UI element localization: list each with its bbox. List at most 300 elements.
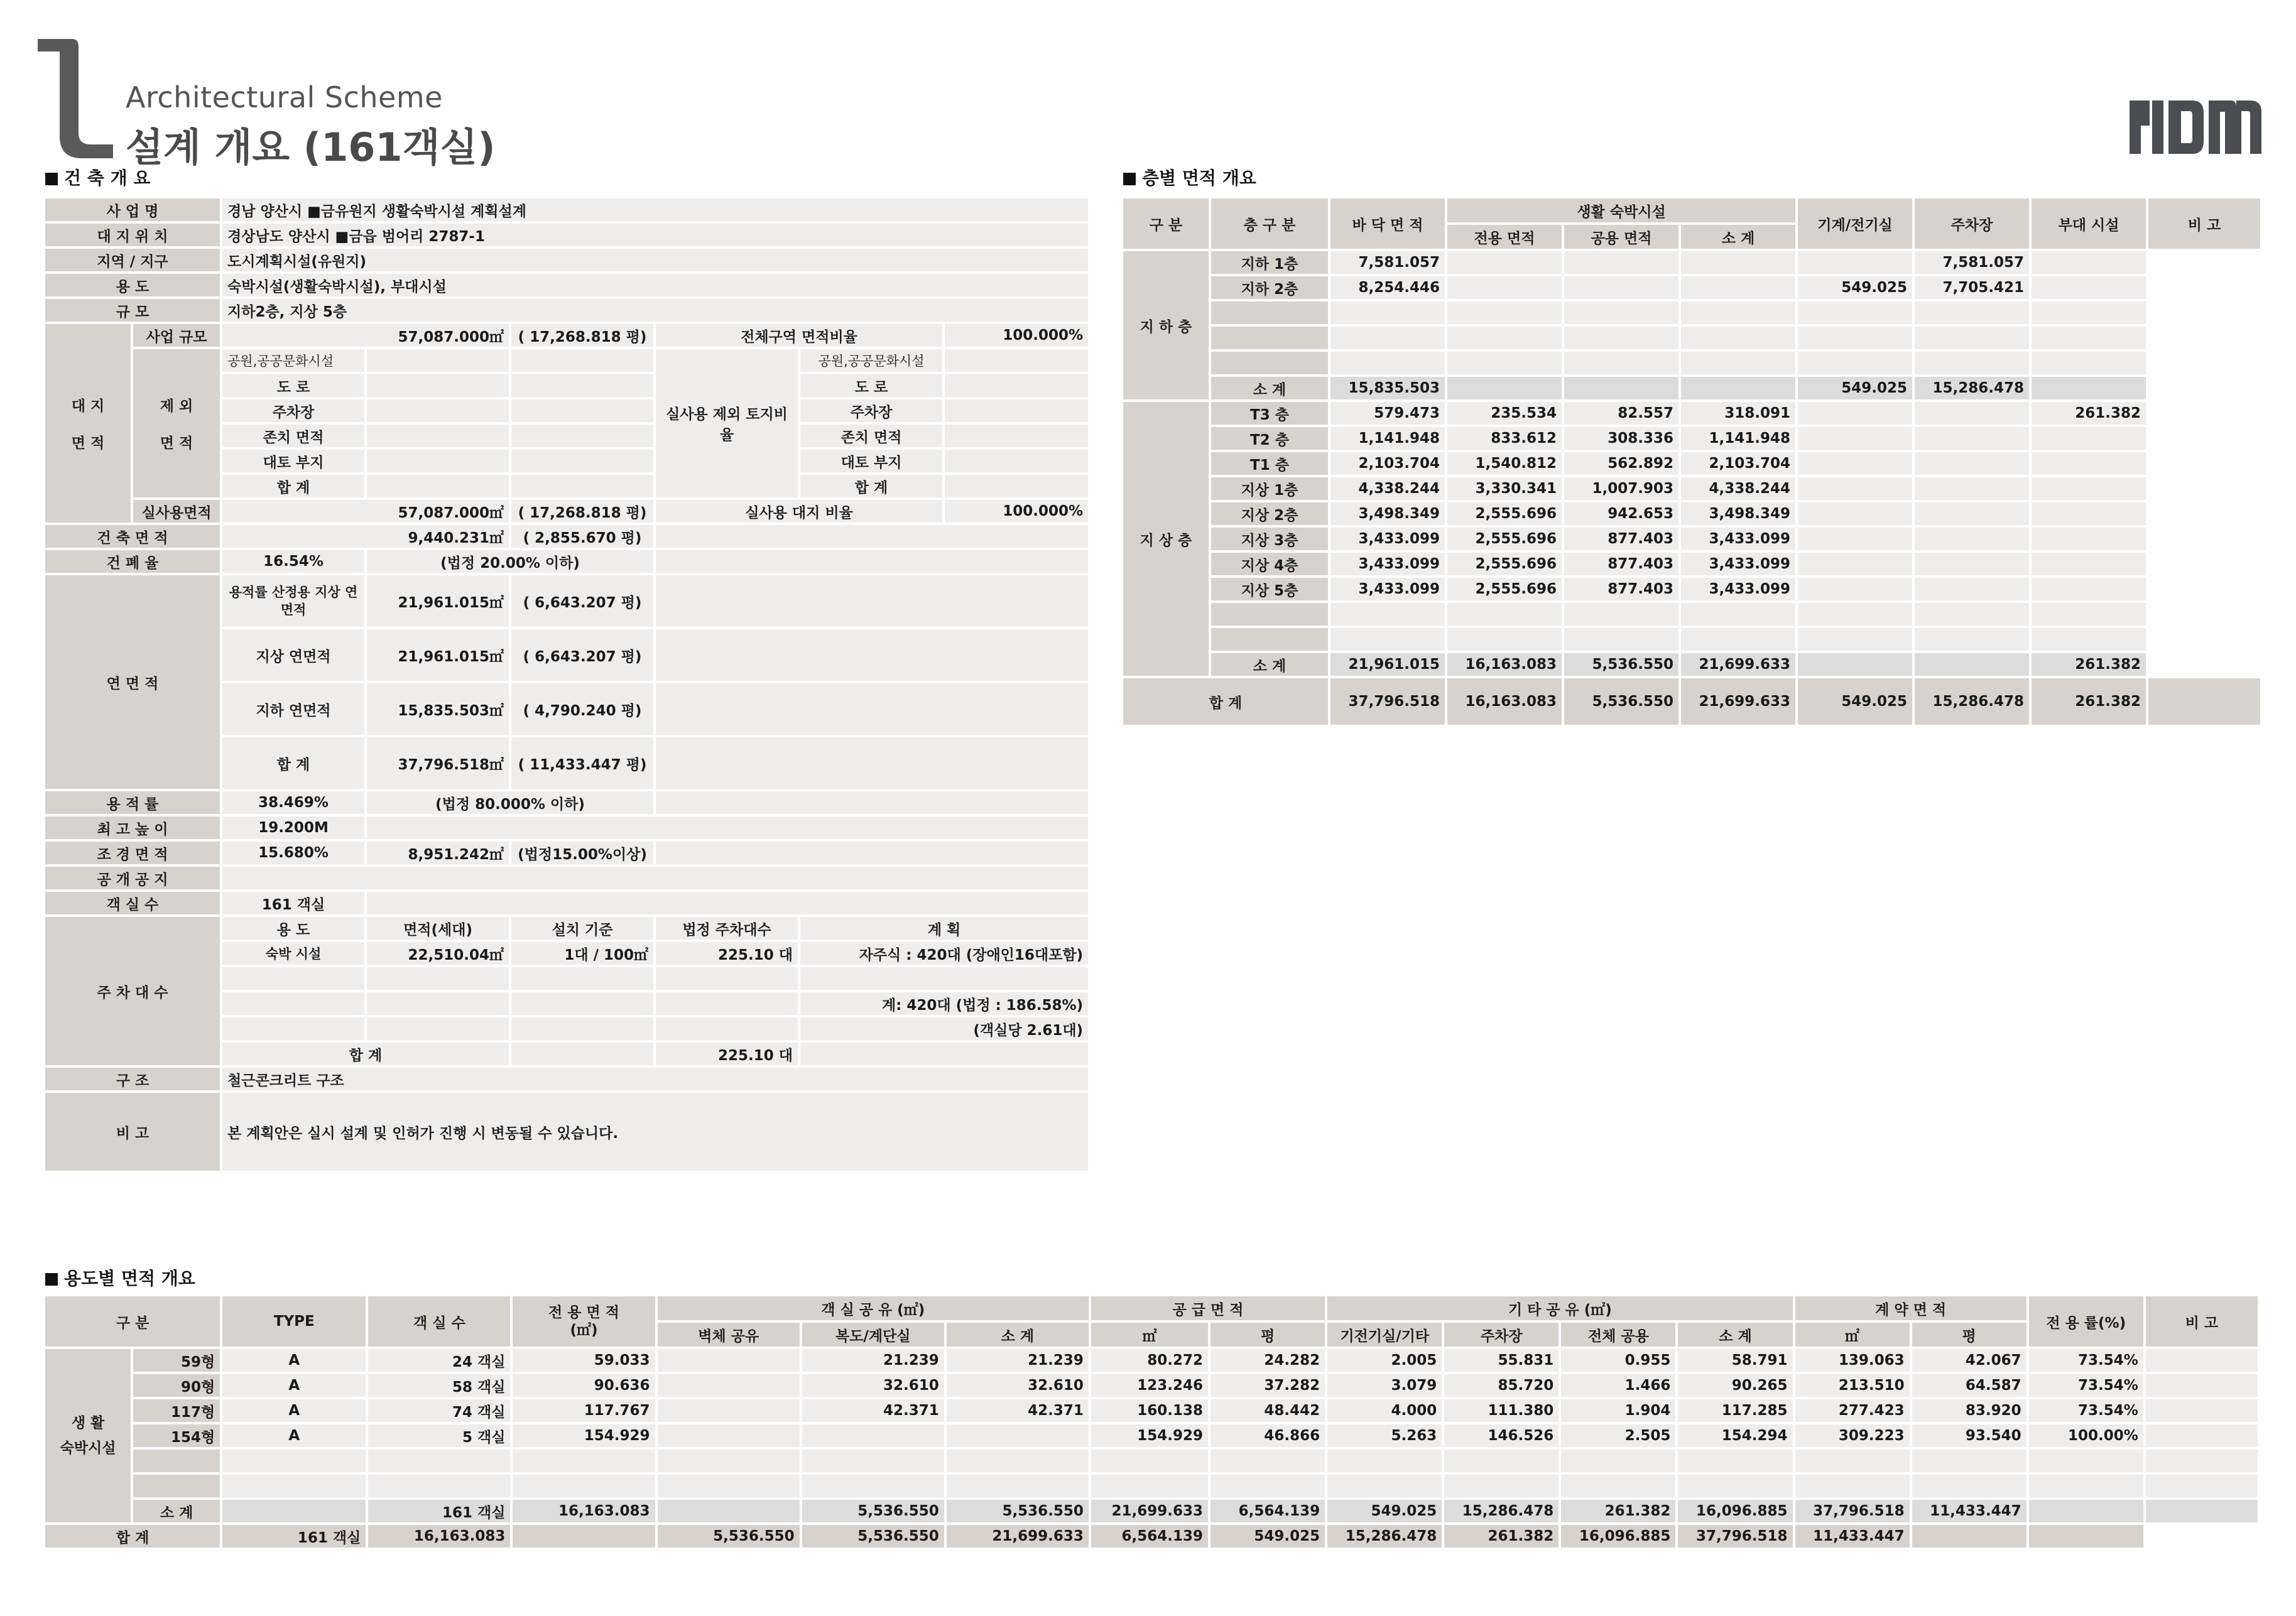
table-cell: 공원,공공문화시설 <box>799 348 944 373</box>
floor-row <box>1122 275 2261 300</box>
table-cell: 21,699.633 <box>1680 652 1797 677</box>
table-cell: ㎡ <box>1090 1321 1209 1348</box>
table-cell: (법정15.00%이상) <box>510 840 655 865</box>
row-building-area <box>44 524 1089 549</box>
table-cell: 83.920 <box>1911 1398 2028 1423</box>
table-cell: 42.371 <box>945 1398 1090 1423</box>
table-cell <box>366 423 510 448</box>
table-cell <box>510 966 655 991</box>
table-cell: 21,699.633 <box>1680 677 1797 726</box>
table-cell: 5 객실 <box>367 1423 511 1448</box>
table-cell: 37,796.518 <box>1329 677 1446 726</box>
table-cell: 지 상 층 <box>1122 401 1210 677</box>
table-cell <box>655 549 1089 574</box>
table-cell: 실사용면적 <box>132 499 221 524</box>
table-cell <box>801 1448 945 1473</box>
table-cell: 154형 <box>132 1423 221 1448</box>
table-cell: 전 용 률(%) <box>2028 1295 2145 1348</box>
table-cell <box>1446 325 1563 350</box>
table-cell <box>1680 250 1797 275</box>
table-cell <box>1446 250 1563 275</box>
row-coverage <box>44 549 1089 574</box>
table-cell: 복도/계단실 <box>801 1321 945 1348</box>
table-cell: (법정 20.00% 이하) <box>366 549 655 574</box>
table-cell <box>1680 275 1797 300</box>
table-cell <box>221 1473 367 1499</box>
table-cell: 조 경 면 적 <box>44 840 221 865</box>
table-cell <box>944 474 1089 499</box>
table-cell <box>1329 300 1446 325</box>
table-cell <box>945 1448 1090 1473</box>
table-cell: 57,087.000㎡ <box>221 323 510 348</box>
table-cell: ( 4,790.240 평) <box>510 682 655 736</box>
table-cell: 37,796.518 <box>1794 1499 1911 1524</box>
table-cell: 55.831 <box>1443 1348 1560 1373</box>
row-height <box>44 815 1089 840</box>
table-cell: 공 개 공 지 <box>44 865 221 891</box>
table-cell <box>366 348 510 373</box>
table-cell: 111.380 <box>1443 1398 1560 1423</box>
table-cell: 설치 기준 <box>510 916 655 941</box>
table-cell: 21,699.633 <box>945 1524 1090 1549</box>
table-cell <box>1210 350 1329 376</box>
table-cell <box>1913 501 2030 526</box>
table-cell <box>1797 325 1913 350</box>
table-cell <box>1329 627 1446 652</box>
table-cell: 8,951.242㎡ <box>366 840 510 865</box>
table-cell <box>656 1499 801 1524</box>
table-cell <box>510 1041 655 1066</box>
table-cell <box>1563 275 1680 300</box>
table-cell: 213.510 <box>1794 1373 1911 1398</box>
table-cell: TYPE <box>221 1295 367 1348</box>
table-cell: 지하 1층 <box>1210 250 1329 275</box>
table-cell: 4,338.244 <box>1329 476 1446 501</box>
table-cell: 생활 숙박시설 <box>1446 197 1797 224</box>
table-cell <box>1443 1473 1560 1499</box>
table-cell <box>367 1473 511 1499</box>
table-cell: 객 실 수 <box>367 1295 511 1348</box>
table-cell <box>2030 426 2147 451</box>
table-cell: 19.200M <box>221 815 366 840</box>
table-cell: 5,536.550 <box>1563 652 1680 677</box>
table-cell <box>1560 1448 1677 1473</box>
table-cell: 3,330.341 <box>1446 476 1563 501</box>
table-cell <box>2145 1423 2259 1448</box>
table-cell <box>367 1448 511 1473</box>
table-cell <box>1797 350 1913 376</box>
table-cell: 22,510.04㎡ <box>366 941 510 966</box>
floor-area-table <box>1121 196 2263 727</box>
table-cell <box>2145 1373 2259 1398</box>
floor-row <box>1122 652 2261 677</box>
table-cell: 42.067 <box>1911 1348 2028 1373</box>
table-cell <box>1794 1448 1911 1473</box>
title-english: Architectural Scheme <box>126 80 443 114</box>
table-cell: 비 고 <box>2145 1295 2259 1348</box>
row-real-area <box>44 499 1089 524</box>
table-cell <box>1326 1448 1443 1473</box>
table-cell: 1,007.903 <box>1563 476 1680 501</box>
table-cell: 계 획 <box>799 916 1089 941</box>
usage-row <box>44 1348 2259 1373</box>
table-cell: 숙박시설(생활숙박시설), 부대시설 <box>221 273 1089 298</box>
usage-row <box>44 1373 2259 1398</box>
table-cell <box>2030 325 2147 350</box>
table-cell <box>1329 602 1446 627</box>
table-cell: 계: 420대 (법정 : 186.58%) <box>799 991 1089 1016</box>
table-cell <box>366 398 510 423</box>
table-cell: 5,536.550 <box>801 1499 945 1524</box>
table-cell <box>1677 1473 1793 1499</box>
table-cell: 철근콘크리트 구조 <box>221 1066 1089 1092</box>
table-cell: 7,581.057 <box>1329 250 1446 275</box>
table-cell: 16,163.083 <box>367 1524 511 1549</box>
table-cell <box>1560 1473 1677 1499</box>
table-cell: 주차장 <box>221 398 366 423</box>
table-cell: 123.246 <box>1090 1373 1209 1398</box>
table-cell: 존치 면적 <box>221 423 366 448</box>
table-cell <box>366 991 510 1016</box>
table-cell: 2,555.696 <box>1446 577 1563 602</box>
floor-row <box>1122 501 2261 526</box>
table-cell: 1,141.948 <box>1680 426 1797 451</box>
table-cell: 용적률 산정용 지상 연면적 <box>221 574 366 628</box>
table-cell: 3,433.099 <box>1680 577 1797 602</box>
table-cell <box>510 1016 655 1041</box>
table-cell <box>1797 652 1913 677</box>
section-usage-area: 용도별 면적 개요 <box>45 1265 195 1290</box>
table-cell <box>1797 250 1913 275</box>
table-cell: A <box>221 1398 367 1423</box>
table-cell: 합 계 <box>221 474 366 499</box>
table-cell <box>801 1473 945 1499</box>
table-cell: 11,433.447 <box>1794 1524 1911 1549</box>
table-cell <box>655 991 799 1016</box>
table-cell: 기 타 공 유 (㎡) <box>1326 1295 1793 1321</box>
table-cell: 공 급 면 적 <box>1090 1295 1326 1321</box>
table-cell: 구 분 <box>44 1295 221 1348</box>
table-cell: 대 지 면 적 <box>44 323 132 524</box>
table-cell <box>944 423 1089 448</box>
table-cell: 261.382 <box>2030 677 2147 726</box>
table-cell: 대토 부지 <box>221 448 366 474</box>
table-cell: 9,440.231㎡ <box>221 524 510 549</box>
table-cell: 90.636 <box>511 1373 656 1398</box>
table-cell <box>1913 551 2030 577</box>
table-cell <box>2030 526 2147 551</box>
table-cell <box>366 1016 510 1041</box>
row-landscape <box>44 840 1089 865</box>
table-cell: A <box>221 1423 367 1448</box>
table-cell <box>2028 1499 2145 1524</box>
table-cell <box>2030 451 2147 476</box>
table-cell: 지하 2층 <box>1210 275 1329 300</box>
table-cell: 사업 규모 <box>132 323 221 348</box>
table-cell: 37,796.518㎡ <box>366 736 510 790</box>
table-cell: 7,581.057 <box>1913 250 2030 275</box>
floor-row <box>1122 451 2261 476</box>
table-cell: 877.403 <box>1563 551 1680 577</box>
table-cell: 2,555.696 <box>1446 551 1563 577</box>
table-cell: 161 객실 <box>221 891 366 916</box>
table-cell <box>511 1473 656 1499</box>
table-cell: 본 계획안은 실시 설계 및 인허가 진행 시 변동될 수 있습니다. <box>221 1092 1089 1172</box>
table-cell: 소 계 <box>945 1321 1090 1348</box>
table-cell: 합 계 <box>799 474 944 499</box>
table-cell: 90형 <box>132 1373 221 1398</box>
table-cell <box>655 840 1089 865</box>
table-cell <box>1913 526 2030 551</box>
table-cell <box>1210 300 1329 325</box>
corner-bracket-logo <box>38 39 113 158</box>
table-cell: 최 고 높 이 <box>44 815 221 840</box>
table-cell: 309.223 <box>1794 1423 1911 1448</box>
table-cell: 32.610 <box>945 1373 1090 1398</box>
table-cell: 벽체 공유 <box>656 1321 801 1348</box>
table-cell: 100.000% <box>944 323 1089 348</box>
table-cell: 바 닥 면 적 <box>1329 197 1446 250</box>
table-cell: 경상남도 양산시 ■금읍 범어리 2787-1 <box>221 222 1089 247</box>
table-cell <box>655 524 1089 549</box>
table-cell: 16,096.885 <box>1677 1499 1793 1524</box>
table-cell: 연 면 적 <box>44 574 221 790</box>
table-cell <box>1797 551 1913 577</box>
table-cell: 15,286.478 <box>1443 1499 1560 1524</box>
table-cell: 261.382 <box>2030 652 2147 677</box>
table-cell <box>1913 627 2030 652</box>
table-cell: 21,699.633 <box>1090 1499 1209 1524</box>
row-open-space <box>44 865 1089 891</box>
table-cell <box>510 398 655 423</box>
table-cell: 3,433.099 <box>1329 526 1446 551</box>
table-cell: 7,705.421 <box>1913 275 2030 300</box>
table-cell: 건 폐 율 <box>44 549 221 574</box>
table-cell <box>510 448 655 474</box>
table-cell: 117형 <box>132 1398 221 1423</box>
usage-total-row <box>44 1524 2259 1549</box>
table-cell <box>1913 300 2030 325</box>
table-cell <box>1797 627 1913 652</box>
table-cell: 58 객실 <box>367 1373 511 1398</box>
table-cell <box>2030 275 2147 300</box>
table-cell: 154.929 <box>511 1423 656 1448</box>
row-rooms <box>44 891 1089 916</box>
table-cell: 38.469% <box>221 790 366 815</box>
table-cell: 경남 양산시 ■금유원지 생활숙박시설 계획설계 <box>221 197 1089 222</box>
table-cell: 공원,공공문화시설 <box>221 348 366 373</box>
table-cell: 소 계 <box>1210 652 1329 677</box>
table-cell: 579.473 <box>1329 401 1446 426</box>
table-cell: 실사용 제외 토지비율 <box>655 348 799 499</box>
table-cell: 877.403 <box>1563 577 1680 602</box>
table-cell <box>1913 476 2030 501</box>
table-cell <box>2145 1398 2259 1423</box>
table-cell <box>944 348 1089 373</box>
table-cell <box>221 1448 367 1473</box>
table-cell <box>944 448 1089 474</box>
table-cell: 비 고 <box>2147 197 2261 250</box>
row-parking-head <box>44 916 1089 941</box>
table-cell <box>1680 602 1797 627</box>
table-cell: 지하2층, 지상 5층 <box>221 298 1089 323</box>
table-cell: 318.091 <box>1680 401 1797 426</box>
table-cell: 277.423 <box>1794 1398 1911 1423</box>
table-cell: 2,555.696 <box>1446 501 1563 526</box>
table-cell: 32.610 <box>801 1373 945 1398</box>
table-cell: 160.138 <box>1090 1398 1209 1423</box>
table-cell: 용 도 <box>221 916 366 941</box>
table-cell: T2 층 <box>1210 426 1329 451</box>
table-cell <box>2030 350 2147 376</box>
table-cell <box>366 448 510 474</box>
table-cell <box>1680 627 1797 652</box>
floor-row <box>1122 325 2261 350</box>
table-cell: ( 17,268.818 평) <box>510 323 655 348</box>
table-cell: ( 6,643.207 평) <box>510 628 655 682</box>
table-cell <box>1797 476 1913 501</box>
table-cell <box>655 790 1089 815</box>
table-cell <box>2030 551 2147 577</box>
table-cell <box>1210 325 1329 350</box>
table-cell <box>221 991 366 1016</box>
table-cell: 주차장 <box>1443 1321 1560 1348</box>
table-cell <box>1090 1473 1209 1499</box>
table-cell: 549.025 <box>1797 677 1913 726</box>
table-cell <box>1797 577 1913 602</box>
table-cell: 도 로 <box>221 373 366 398</box>
table-cell: 지상 연면적 <box>221 628 366 682</box>
table-cell <box>655 574 1089 628</box>
table-cell <box>1210 602 1329 627</box>
table-cell <box>221 1016 366 1041</box>
table-cell: 261.382 <box>1443 1524 1560 1549</box>
table-cell: 2,103.704 <box>1680 451 1797 476</box>
table-cell: 지상 5층 <box>1210 577 1329 602</box>
table-cell: 기계/전기실 <box>1797 197 1913 250</box>
table-cell <box>1090 1448 1209 1473</box>
table-cell <box>1913 577 2030 602</box>
table-cell: 소 계 <box>1677 1321 1793 1348</box>
table-cell <box>1797 501 1913 526</box>
table-cell: 225.10 대 <box>655 941 799 966</box>
table-cell: 16,163.083 <box>1446 652 1563 677</box>
table-cell <box>1911 1448 2028 1473</box>
table-cell: 5.263 <box>1326 1423 1443 1448</box>
table-cell <box>944 373 1089 398</box>
usage-subtotal-row <box>44 1499 2259 1524</box>
table-cell: 154.294 <box>1677 1423 1793 1448</box>
table-cell: 도 로 <box>799 373 944 398</box>
table-cell: (객실당 2.61대) <box>799 1016 1089 1041</box>
table-cell: 139.063 <box>1794 1348 1911 1373</box>
table-cell: 21,961.015㎡ <box>366 574 510 628</box>
table-cell: 117.767 <box>511 1398 656 1423</box>
table-cell: 225.10 대 <box>655 1041 799 1066</box>
table-cell: 3,433.099 <box>1680 551 1797 577</box>
row-floor-total-1 <box>44 574 1089 628</box>
table-cell: 74 객실 <box>367 1398 511 1423</box>
table-cell: 100.00% <box>2028 1423 2145 1448</box>
table-cell <box>1210 627 1329 652</box>
table-cell: 3,498.349 <box>1329 501 1446 526</box>
table-cell: 549.025 <box>1209 1524 1326 1549</box>
table-cell <box>366 966 510 991</box>
table-cell: 용 도 <box>44 273 221 298</box>
table-cell <box>510 474 655 499</box>
table-cell <box>1446 350 1563 376</box>
table-cell: 57,087.000㎡ <box>221 499 510 524</box>
table-cell <box>944 398 1089 423</box>
table-cell: 합 계 <box>221 1041 510 1066</box>
table-cell: 소 계 <box>1680 224 1797 250</box>
table-cell: 37.282 <box>1209 1373 1326 1398</box>
table-cell: 16.54% <box>221 549 366 574</box>
table-cell <box>1329 350 1446 376</box>
table-cell: 구 조 <box>44 1066 221 1092</box>
table-cell: 549.025 <box>1326 1499 1443 1524</box>
table-cell: 15,835.503㎡ <box>366 682 510 736</box>
table-cell <box>656 1348 801 1373</box>
table-cell: 161 객실 <box>367 1499 511 1524</box>
table-cell <box>656 1448 801 1473</box>
table-cell: 73.54% <box>2028 1348 2145 1373</box>
floor-row <box>1122 401 2261 426</box>
table-cell: 4.000 <box>1326 1398 1443 1423</box>
table-cell: 11,433.447 <box>1911 1499 2028 1524</box>
section-floor-area: 층별 면적 개요 <box>1123 165 1256 190</box>
usage-row <box>44 1398 2259 1423</box>
table-cell <box>1446 602 1563 627</box>
table-cell: 합 계 <box>221 736 366 790</box>
table-cell: 계 약 면 적 <box>1794 1295 2028 1321</box>
table-cell: 90.265 <box>1677 1373 1793 1398</box>
table-cell <box>1797 602 1913 627</box>
table-cell <box>1680 376 1797 401</box>
table-cell <box>510 423 655 448</box>
table-cell: 15.680% <box>221 840 366 865</box>
table-cell <box>1911 1473 2028 1499</box>
table-cell <box>2030 476 2147 501</box>
table-cell: 도시계획시설(유원지) <box>221 247 1089 273</box>
table-cell: 전용 면적 <box>1446 224 1563 250</box>
table-cell <box>366 373 510 398</box>
table-cell <box>1913 451 2030 476</box>
table-cell: ( 2,855.670 평) <box>510 524 655 549</box>
table-cell <box>1913 325 2030 350</box>
table-cell: 261.382 <box>1560 1499 1677 1524</box>
table-cell: 구 분 <box>1122 197 1210 250</box>
usage-row <box>44 1448 2259 1473</box>
table-cell: 58.791 <box>1677 1348 1793 1373</box>
floor-row <box>1122 476 2261 501</box>
table-cell: 소 계 <box>132 1499 221 1524</box>
table-cell <box>2030 300 2147 325</box>
table-cell: 3,433.099 <box>1329 551 1446 577</box>
table-cell <box>1680 325 1797 350</box>
table-cell: 용 적 률 <box>44 790 221 815</box>
building-overview-table <box>43 196 1091 1173</box>
table-cell: 42.371 <box>801 1398 945 1423</box>
table-cell: 지 하 층 <box>1122 250 1210 401</box>
table-cell: 100.000% <box>944 499 1089 524</box>
table-cell: 지상 3층 <box>1210 526 1329 551</box>
table-cell: 2.005 <box>1326 1348 1443 1373</box>
table-cell: 261.382 <box>2030 401 2147 426</box>
floor-row <box>1122 577 2261 602</box>
table-cell: 5,536.550 <box>945 1499 1090 1524</box>
row-use <box>44 273 1089 298</box>
